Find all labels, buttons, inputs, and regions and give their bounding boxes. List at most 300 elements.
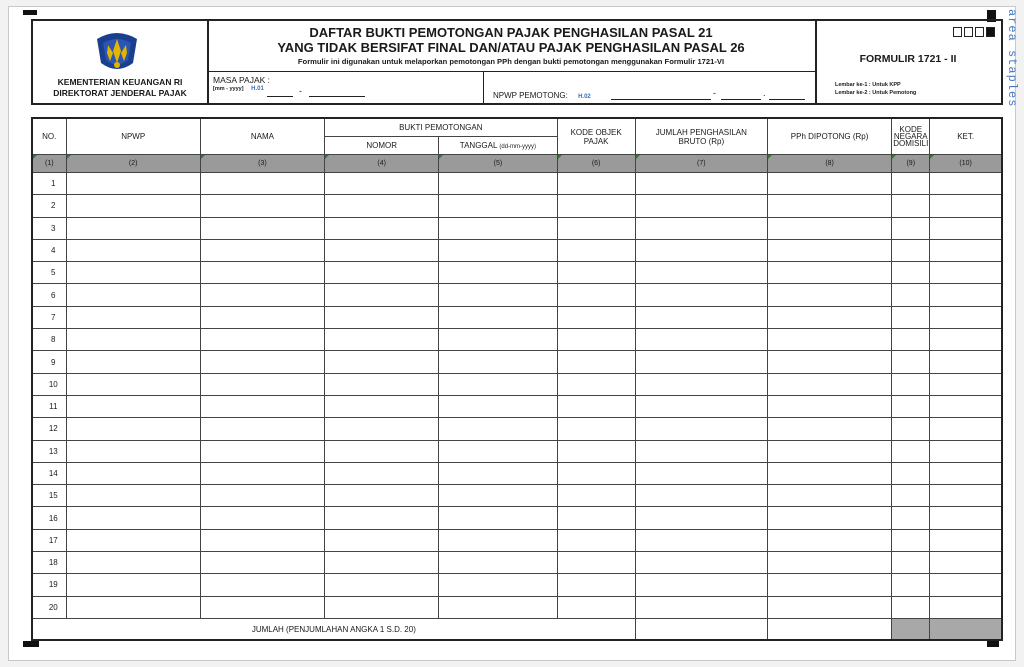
table-cell[interactable]: [200, 329, 324, 351]
masa-year-line[interactable]: [309, 96, 365, 97]
table-cell[interactable]: [439, 596, 557, 618]
table-cell[interactable]: [200, 440, 324, 462]
table-cell[interactable]: [930, 418, 1002, 440]
col-header-pph-dipotong: PPh DIPOTONG (Rp): [767, 118, 891, 155]
table-cell[interactable]: [439, 195, 557, 217]
table-cell[interactable]: [767, 574, 891, 596]
table-cell[interactable]: [200, 529, 324, 551]
table-cell[interactable]: [635, 462, 767, 484]
table-row: [32, 284, 1002, 306]
table-cell[interactable]: [439, 217, 557, 239]
table-cell[interactable]: [557, 395, 635, 417]
npwp-label-text: NPWP PEMOTONG:: [493, 91, 568, 100]
table-cell[interactable]: [200, 462, 324, 484]
row-number: 14: [32, 462, 66, 484]
ministry-name: [33, 77, 207, 99]
masa-pajak-field[interactable]: [207, 72, 484, 104]
table-cell[interactable]: [66, 529, 200, 551]
table-cell[interactable]: [767, 262, 891, 284]
table-cell[interactable]: [66, 173, 200, 195]
table-cell[interactable]: [892, 529, 930, 551]
table-cell[interactable]: [557, 173, 635, 195]
table-cell[interactable]: [557, 596, 635, 618]
table-cell[interactable]: [635, 173, 767, 195]
row-number: 16: [32, 507, 66, 529]
table-cell[interactable]: [930, 239, 1002, 261]
table-cell[interactable]: [557, 262, 635, 284]
checkbox-1[interactable]: [953, 27, 962, 37]
table-cell[interactable]: [325, 596, 439, 618]
table-cell[interactable]: [892, 552, 930, 574]
row-number: 13: [32, 440, 66, 462]
row-number: 9: [32, 351, 66, 373]
table-cell[interactable]: [439, 485, 557, 507]
table-cell[interactable]: [930, 373, 1002, 395]
table-cell[interactable]: [557, 195, 635, 217]
table-cell[interactable]: [325, 284, 439, 306]
npwp-code: H.02: [578, 94, 591, 100]
table-cell[interactable]: [557, 373, 635, 395]
negara-line-3: DOMISILI: [893, 139, 929, 148]
form-sheet: [8, 6, 1019, 661]
row-number: 3: [32, 217, 66, 239]
table-row: [32, 217, 1002, 239]
table-row: [32, 329, 1002, 351]
table-cell[interactable]: [439, 462, 557, 484]
total-ket-cell: [930, 618, 1002, 640]
table-cell[interactable]: [557, 306, 635, 328]
table-row: [32, 418, 1002, 440]
ministry-logo-icon: [93, 29, 141, 75]
table-cell[interactable]: [66, 239, 200, 261]
table-cell[interactable]: [635, 351, 767, 373]
table-cell[interactable]: [767, 373, 891, 395]
table-cell[interactable]: [66, 552, 200, 574]
table-cell[interactable]: [892, 596, 930, 618]
formulir-code: FORMULIR 1721 - II: [859, 53, 957, 65]
table-cell[interactable]: [557, 462, 635, 484]
table-cell[interactable]: [557, 217, 635, 239]
table-cell[interactable]: [635, 373, 767, 395]
table-cell[interactable]: [66, 262, 200, 284]
table-cell[interactable]: [557, 507, 635, 529]
table-cell[interactable]: [930, 329, 1002, 351]
table-cell[interactable]: [767, 306, 891, 328]
table-row: [32, 373, 1002, 395]
col-header-kode-objek: [557, 118, 635, 155]
table-cell[interactable]: [325, 239, 439, 261]
table-cell[interactable]: [767, 351, 891, 373]
row-number: 1: [32, 173, 66, 195]
table-row: [32, 306, 1002, 328]
table-cell[interactable]: [325, 217, 439, 239]
table-cell[interactable]: [325, 507, 439, 529]
col-number: (1): [32, 155, 66, 173]
table-cell[interactable]: [439, 574, 557, 596]
table-cell[interactable]: [66, 329, 200, 351]
table-cell[interactable]: [557, 329, 635, 351]
col-header-nama: NAMA: [200, 118, 324, 155]
column-number-row: [32, 155, 1002, 173]
table-cell[interactable]: [892, 351, 930, 373]
table-cell[interactable]: [557, 239, 635, 261]
table-row: [32, 351, 1002, 373]
jumlah-line-1: JUMLAH PENGHASILAN: [655, 127, 747, 137]
table-cell[interactable]: [200, 485, 324, 507]
table-cell[interactable]: [325, 574, 439, 596]
staples-area-label: area staples: [1005, 9, 1019, 108]
table-cell[interactable]: [325, 462, 439, 484]
row-number: 10: [32, 373, 66, 395]
page-checkboxes: [953, 27, 995, 37]
table-cell[interactable]: [439, 262, 557, 284]
table-row: [32, 262, 1002, 284]
npwp-pemotong-label: [493, 91, 591, 100]
table-cell[interactable]: [892, 395, 930, 417]
table-cell[interactable]: [767, 529, 891, 551]
table-cell[interactable]: [892, 373, 930, 395]
checkbox-2[interactable]: [964, 27, 973, 37]
table-cell[interactable]: [439, 284, 557, 306]
table-cell[interactable]: [557, 418, 635, 440]
table-cell[interactable]: [325, 552, 439, 574]
col-number: (10): [930, 155, 1002, 173]
col-number: (6): [557, 155, 635, 173]
table-cell[interactable]: [439, 440, 557, 462]
masa-format-hint: [mm - yyyy]: [213, 86, 244, 92]
table-cell[interactable]: [66, 596, 200, 618]
table-cell[interactable]: [66, 217, 200, 239]
row-number: 12: [32, 418, 66, 440]
table-row: [32, 529, 1002, 551]
table-row: [32, 485, 1002, 507]
table-cell[interactable]: [325, 418, 439, 440]
npwp-separator-2: .: [763, 88, 766, 98]
table-cell[interactable]: [66, 306, 200, 328]
table-cell[interactable]: [767, 462, 891, 484]
table-cell[interactable]: [930, 552, 1002, 574]
table-cell[interactable]: [892, 440, 930, 462]
table-cell[interactable]: [66, 351, 200, 373]
table-cell[interactable]: [325, 306, 439, 328]
issuer-block: [33, 21, 209, 103]
table-cell[interactable]: [930, 485, 1002, 507]
negara-line-2: NEGARA: [893, 132, 928, 141]
table-cell[interactable]: [200, 351, 324, 373]
registration-mark-bottom-right: [987, 641, 999, 647]
table-cell[interactable]: [930, 173, 1002, 195]
table-cell[interactable]: [439, 329, 557, 351]
table-cell[interactable]: [767, 195, 891, 217]
table-cell[interactable]: [635, 262, 767, 284]
bukti-pemotongan-table: [31, 117, 1003, 641]
table-cell[interactable]: [439, 395, 557, 417]
table-cell[interactable]: [200, 395, 324, 417]
table-cell[interactable]: [439, 529, 557, 551]
row-number: 6: [32, 284, 66, 306]
registration-mark-top-left: [23, 10, 37, 15]
form-subtitle: Formulir ini digunakan untuk melaporkan pemotongan PPh dengan bukti pemotongan menggunakan Formulir 1721-VI: [297, 57, 725, 66]
row-number: 17: [32, 529, 66, 551]
table-cell[interactable]: [767, 217, 891, 239]
total-jumlah-bruto-cell[interactable]: [635, 618, 767, 640]
table-cell[interactable]: [439, 507, 557, 529]
lembar-2: Lembar ke-2 : Untuk Pemotong: [835, 90, 917, 96]
masa-pajak-format: [213, 86, 264, 92]
col-header-kode-negara: [892, 118, 930, 155]
table-cell[interactable]: [66, 485, 200, 507]
table-cell[interactable]: [439, 351, 557, 373]
col-header-bukti-pemotongan: BUKTI PEMOTONGAN: [325, 118, 557, 137]
table-cell[interactable]: [767, 173, 891, 195]
table-cell[interactable]: [892, 306, 930, 328]
table-cell[interactable]: [200, 596, 324, 618]
table-cell[interactable]: [66, 284, 200, 306]
table-cell[interactable]: [892, 507, 930, 529]
table-cell[interactable]: [66, 440, 200, 462]
table-cell[interactable]: [635, 552, 767, 574]
table-cell[interactable]: [767, 284, 891, 306]
table-cell[interactable]: [200, 373, 324, 395]
row-number: 4: [32, 239, 66, 261]
ministry-line: KEMENTERIAN KEUANGAN RI: [57, 77, 183, 87]
table-cell[interactable]: [200, 574, 324, 596]
table-cell[interactable]: [200, 306, 324, 328]
table-cell[interactable]: [66, 462, 200, 484]
table-cell[interactable]: [767, 507, 891, 529]
table-cell[interactable]: [767, 552, 891, 574]
table-header: [32, 118, 1002, 173]
table-cell[interactable]: [66, 418, 200, 440]
table-cell[interactable]: [66, 395, 200, 417]
table-cell[interactable]: [557, 440, 635, 462]
table-cell[interactable]: [325, 395, 439, 417]
table-cell[interactable]: [439, 373, 557, 395]
table-cell[interactable]: [200, 217, 324, 239]
col-number: (7): [635, 155, 767, 173]
table-cell[interactable]: [325, 173, 439, 195]
table-cell[interactable]: [635, 485, 767, 507]
table-cell[interactable]: [200, 418, 324, 440]
table-cell[interactable]: [200, 507, 324, 529]
table-cell[interactable]: [635, 306, 767, 328]
table-cell[interactable]: [635, 284, 767, 306]
col-header-no: NO.: [32, 118, 66, 155]
table-row: [32, 239, 1002, 261]
table-cell[interactable]: [325, 195, 439, 217]
table-cell[interactable]: [635, 529, 767, 551]
table-row: [32, 462, 1002, 484]
table-cell[interactable]: [930, 440, 1002, 462]
table-cell[interactable]: [557, 485, 635, 507]
table-cell[interactable]: [635, 195, 767, 217]
col-number: (4): [325, 155, 439, 173]
table-cell[interactable]: [930, 529, 1002, 551]
table-cell[interactable]: [930, 306, 1002, 328]
table-row: [32, 574, 1002, 596]
npwp-segment-2-line[interactable]: [721, 99, 761, 100]
table-cell[interactable]: [200, 552, 324, 574]
table-cell[interactable]: [767, 239, 891, 261]
table-cell[interactable]: [635, 507, 767, 529]
col-number: (3): [200, 155, 324, 173]
table-cell[interactable]: [892, 173, 930, 195]
col-number: (5): [439, 155, 557, 173]
row-number: 7: [32, 306, 66, 328]
table-cell[interactable]: [66, 195, 200, 217]
table-cell[interactable]: [557, 284, 635, 306]
title-block: [207, 21, 817, 103]
table-cell[interactable]: [892, 574, 930, 596]
table-cell[interactable]: [767, 596, 891, 618]
table-cell[interactable]: [325, 351, 439, 373]
col-header-tanggal: [439, 137, 557, 155]
table-cell[interactable]: [66, 373, 200, 395]
table-cell[interactable]: [325, 262, 439, 284]
table-cell[interactable]: [892, 462, 930, 484]
npwp-segment-3-line[interactable]: [769, 99, 805, 100]
masa-pajak-label: MASA PAJAK :: [213, 75, 271, 85]
table-cell[interactable]: [200, 173, 324, 195]
table-cell[interactable]: [930, 596, 1002, 618]
table-cell[interactable]: [635, 440, 767, 462]
table-cell[interactable]: [635, 239, 767, 261]
tanggal-label: TANGGAL: [459, 141, 498, 150]
table-cell[interactable]: [439, 306, 557, 328]
kode-objek-line-2: PAJAK: [583, 136, 609, 146]
npwp-segment-1-line[interactable]: [611, 99, 711, 100]
total-pph-cell[interactable]: [767, 618, 891, 640]
table-cell[interactable]: [635, 596, 767, 618]
table-cell[interactable]: [892, 239, 930, 261]
header-fields: [207, 71, 815, 104]
directorate-line: DIREKTORAT JENDERAL PAJAK: [53, 88, 187, 98]
table-cell[interactable]: [439, 173, 557, 195]
table-cell[interactable]: [325, 373, 439, 395]
table-cell[interactable]: [325, 529, 439, 551]
table-body: [32, 173, 1002, 619]
col-number: (9): [892, 155, 930, 173]
table-cell[interactable]: [557, 574, 635, 596]
row-number: 2: [32, 195, 66, 217]
table-cell[interactable]: [66, 574, 200, 596]
table-cell[interactable]: [892, 195, 930, 217]
table-cell[interactable]: [930, 284, 1002, 306]
table-cell[interactable]: [767, 329, 891, 351]
negara-line-1: KODE: [899, 125, 923, 134]
checkbox-filled: [986, 27, 995, 37]
table-cell[interactable]: [635, 574, 767, 596]
form-header: [31, 19, 1003, 105]
npwp-separator-1: -: [713, 88, 716, 98]
form-title: [207, 25, 815, 55]
table-cell[interactable]: [892, 262, 930, 284]
registration-mark-bottom-left: [23, 641, 39, 647]
table-cell[interactable]: [200, 195, 324, 217]
table-cell[interactable]: [930, 262, 1002, 284]
table-cell[interactable]: [635, 395, 767, 417]
table-row: [32, 507, 1002, 529]
table-row: [32, 596, 1002, 618]
masa-separator: -: [299, 86, 302, 96]
row-number: 19: [32, 574, 66, 596]
table-cell[interactable]: [439, 552, 557, 574]
table-cell[interactable]: [635, 418, 767, 440]
checkbox-3[interactable]: [975, 27, 984, 37]
table-cell[interactable]: [930, 507, 1002, 529]
lembar-info: [835, 81, 916, 97]
jumlah-line-2: BRUTO (Rp): [678, 136, 725, 146]
table-cell[interactable]: [930, 217, 1002, 239]
table-cell[interactable]: [767, 440, 891, 462]
title-line-2: YANG TIDAK BERSIFAT FINAL DAN/ATAU PAJAK PENGHASILAN PASAL 26: [277, 40, 745, 55]
table-cell[interactable]: [892, 418, 930, 440]
table-cell[interactable]: [635, 329, 767, 351]
tanggal-format: (dd-mm-yyyy): [499, 144, 537, 150]
table-cell[interactable]: [325, 329, 439, 351]
table-cell[interactable]: [557, 552, 635, 574]
table-row: [32, 195, 1002, 217]
row-number: 20: [32, 596, 66, 618]
masa-month-line[interactable]: [267, 96, 293, 97]
col-number: (2): [66, 155, 200, 173]
total-label: JUMLAH (PENJUMLAHAN ANGKA 1 S.D. 20): [32, 618, 635, 640]
table-cell[interactable]: [325, 485, 439, 507]
table-cell[interactable]: [930, 574, 1002, 596]
table-cell[interactable]: [439, 239, 557, 261]
col-number: (8): [767, 155, 891, 173]
table-cell[interactable]: [892, 329, 930, 351]
table-cell[interactable]: [439, 418, 557, 440]
row-number: 18: [32, 552, 66, 574]
row-number: 8: [32, 329, 66, 351]
row-number: 11: [32, 395, 66, 417]
col-header-ket: KET.: [930, 118, 1002, 155]
table-cell[interactable]: [200, 239, 324, 261]
col-header-nomor: NOMOR: [325, 137, 439, 155]
lembar-1: Lembar ke-1 : Untuk KPP: [835, 82, 901, 88]
table-cell[interactable]: [200, 262, 324, 284]
table-cell[interactable]: [930, 462, 1002, 484]
table-cell[interactable]: [66, 507, 200, 529]
table-row: [32, 440, 1002, 462]
table-cell[interactable]: [767, 395, 891, 417]
table-cell[interactable]: [930, 195, 1002, 217]
table-cell[interactable]: [325, 440, 439, 462]
table-cell[interactable]: [635, 217, 767, 239]
total-negara-cell: [892, 618, 930, 640]
table-cell[interactable]: [930, 395, 1002, 417]
col-header-npwp: NPWP: [66, 118, 200, 155]
table-cell[interactable]: [767, 485, 891, 507]
table-row: [32, 173, 1002, 195]
table-cell[interactable]: [892, 217, 930, 239]
table-cell[interactable]: [892, 284, 930, 306]
table-cell[interactable]: [557, 351, 635, 373]
masa-code: H.01: [251, 86, 264, 92]
row-number: 15: [32, 485, 66, 507]
formulir-block: [815, 21, 1001, 103]
table-cell[interactable]: [892, 485, 930, 507]
table-cell[interactable]: [930, 351, 1002, 373]
table-row: [32, 395, 1002, 417]
table-cell[interactable]: [557, 529, 635, 551]
table-footer: [32, 618, 1002, 640]
table-cell[interactable]: [767, 418, 891, 440]
table-cell[interactable]: [200, 284, 324, 306]
col-header-jumlah-penghasilan: [635, 118, 767, 155]
kode-objek-line-1: KODE OBJEK: [570, 127, 622, 137]
